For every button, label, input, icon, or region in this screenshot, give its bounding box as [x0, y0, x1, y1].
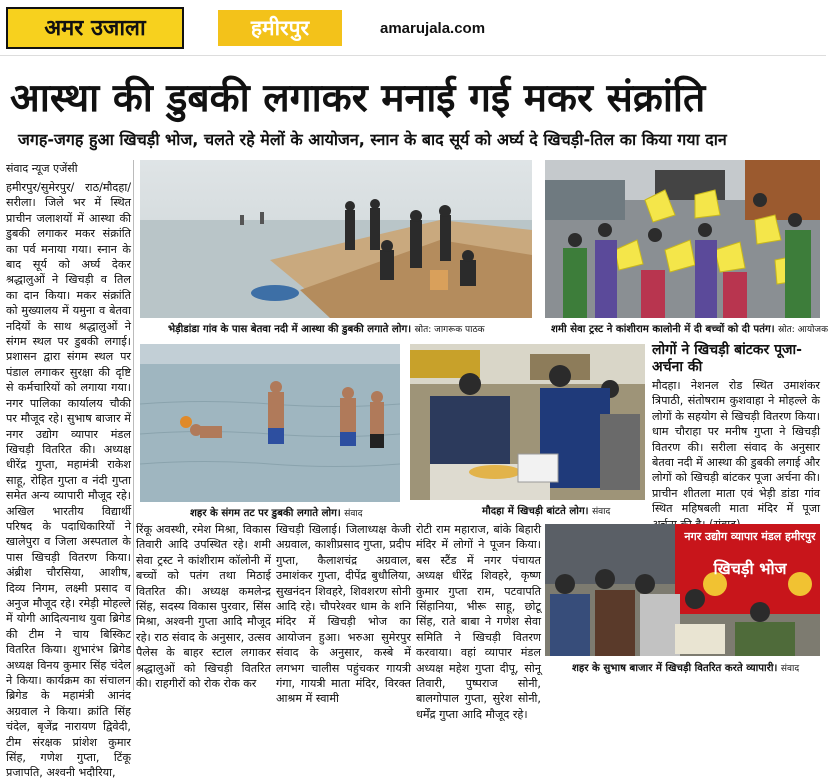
- article-column-2: रिंकू अवस्थी, रमेश मिश्रा, विकास तिवारी आदि उपस्थित रहे। शमी सेवा ट्रस्ट ने कांशीराम कॉलोनी में बच्चों को पतंग तथा मिठाई वितरित की। अध्यक्ष कमलेन्द्र सिंह, सदस्य विकास पुरवार, सिंस मिश्रा, अश्वनी गुप्ता आदि मौजूद रहे। राठ संवाद के अनुसार, उत्सव पैलेस के बाहर स्टाल लगाकर श्रद्धालुओं को खिचड़ी वितरित की। राहगीरों को रोक रोक कर: [136, 523, 271, 691]
- market-banner-top-text: नगर उद्योग व्यापार मंडल हमीरपुर: [684, 530, 816, 543]
- sidebox-title: लोगों ने खिचड़ी बांटकर पूजा-अर्चना की: [652, 342, 802, 375]
- photo-river-bathing: [140, 160, 532, 318]
- caption-market-khichdi-text: शहर के सुभाष बाजार में खिचड़ी वितरित करते व्यापारी।: [572, 663, 778, 674]
- caption-children-kites-credit: स्रोत: आयोजक: [778, 325, 828, 335]
- caption-market-khichdi-credit: संवाद: [780, 664, 800, 674]
- sidebox-text: मौदहा। नेशनल रोड स्थित उमाशंकर त्रिपाठी, संतोषराम कुशवाहा ने मोहल्ले के लोगों के सहयोग से खिचड़ी वितरण किया। धाम चौराहा पर मनीष गुप्ता ने खिचड़ी वितरण की। सरीला संवाद के अनुसार बेतवा नदी में आस्था की डुबकी लगाई और लोगों को खिचड़ी बांटकर पूजा अर्चना की। प्राचीन शीतला माता एवं भेड़ी डांडा गांव स्थित महिषबली माता मंदिर में पूजा: [652, 379, 820, 516]
- caption-maudaha-khichdi: [482, 503, 645, 517]
- article-column-1: हमीरपुर/सुमेरपुर/ राठ/मौदहा/सरीला। जिले भर में स्थित प्राचीन जलाशयों में आस्था की डुबकी लगाकर मकर संक्रांति का पर्व मनाया गया। स्नान के बाद सूर्य को अर्घ्य देकर श्रद्धालुओं ने खिचड़ी व तिल का दान किया। मकर संक्रांति को मुख्यालय में यमुना व बेतवा नदियों के साथ श्रद्धालुओं ने संगम स्थल पर डुबकी लगाई। प्रशासन द्वारा संगम स्थल पर पंडाल लगाकर सुरक्षा की दृष्टि से कर्मचारियों को लगाया गया। नगर पालिका कार्यालय चौकी पर मौजूद रहे। सुभाष बाजार में नगर उद्योग व्यापार मंडल खिचड़ी वितरित की। अध्यक्ष धीरेंद्र गुप्ता, महामंत्री राकेश साहू, रोहित गुप्ता व नंदी गुप्ता समेत अन्य व्यापारी मौजूद रहे। अखिल भारतीय विद्यार्थी परिषद के पदाधिकारियों ने खालेपुरा व जिला अस्पताल के पास खिचड़ी वितरण किया। अंब्रीश चौरसिया, आशीष, दिव्य निगम, लक्ष्मी प्रसाद व अनुज मौजूद रहे। रमेड़ी मोहल्ले में योगी आदित्यनाथ युवा ब्रिगेड की टीम ने चाय बिस्किट वितरित किया। शुभारंभ ब्रिगेड अध्यक्ष विनय कुमार सिंह चंदेल ने किया। कार्यक्रम का संचालन ब्रिगेड के महामंत्री आनंद अग्रवाल ने किया। क्रांति सिंह चंदेल, बृजेंद्र नारायण द्विवेदी, टीम संरक्षक प्रांशेश कुमार सिंह, गणेश गुप्ता, टिंकू प्रजापति, अश्वनी भदौरिया,: [6, 181, 131, 780]
- caption-maudaha-khichdi-credit: संवाद: [592, 507, 611, 517]
- newspaper-logo: अमर उजाला: [6, 7, 184, 49]
- site-url: [380, 20, 485, 37]
- caption-children-kites: [551, 321, 828, 335]
- photo-market-khichdi: [545, 524, 820, 656]
- article-column-4: रोटी राम महाराज, बांके बिहारी मंदिर में लोगों ने पूजन किया। बस स्टैंड में नगर पंचायत अध्यक्ष धीरेंद्र शिवहरे, कृष्ण कुमार गुप्ता राम, पटवापति सिंहानिया, भीरू साहू, छोटू सिंह, राते बाबा ने गणेश सेवा समिति ने खिचड़ी वितरण करवाया। वहां व्यापार मंडल अध्यक्ष महेश गुप्ता दीपू, सोनू तिवारी, पुष्पराज सोनी, बालगोपाल गुप्ता, सुरेश सोनी, धर्मेंद्र गुप्ता आदि मौजूद रहे।: [416, 523, 541, 721]
- caption-river-bathing-text: भेड़ीडांडा गांव के पास बेतवा नदी में आस्था की डुबकी लगाते लोग।: [168, 324, 412, 335]
- column-divider: [133, 160, 134, 690]
- edition-label: हमीरपुर: [218, 10, 342, 46]
- caption-sangam-bathing: [190, 505, 400, 519]
- photo-maudaha-khichdi: [410, 344, 645, 500]
- byline: संवाद न्यूज एजेंसी: [6, 162, 78, 175]
- subheadline: जगह-जगह हुआ खिचड़ी भोज, चलते रहे मेलों के आयोजन, स्नान के बाद सूर्य को अर्घ्य दे खिचड़ी-तिल का किया गया दान: [18, 130, 727, 149]
- photo-sangam-bathing-image: [140, 344, 400, 502]
- photo-river-bathing-image: [140, 160, 532, 318]
- photo-market-khichdi-image: [545, 524, 820, 656]
- site-name: amarujala: [380, 20, 451, 37]
- caption-sangam-bathing-credit: संवाद: [344, 509, 363, 519]
- caption-river-bathing: [168, 321, 532, 335]
- photo-children-kites: [545, 160, 820, 318]
- caption-children-kites-text: शमी सेवा ट्रस्ट ने कांशीराम कालोनी में दी बच्चों को दी पतंग।: [551, 324, 775, 335]
- caption-maudaha-khichdi-text: मौदहा में खिचड़ी बांटते लोग।: [482, 506, 589, 517]
- site-suffix: .com: [450, 20, 486, 37]
- masthead: [0, 0, 826, 56]
- caption-river-bathing-credit: स्रोत: जागरूक पाठक: [414, 325, 485, 335]
- caption-sangam-bathing-text: शहर के संगम तट पर डुबकी लगाते लोग।: [190, 508, 341, 519]
- caption-market-khichdi: [572, 660, 820, 674]
- photo-children-kites-image: [545, 160, 820, 318]
- market-banner-text: खिचड़ी भोज: [713, 559, 787, 578]
- headline: आस्था की डुबकी लगाकर मनाई गई मकर संक्रांति: [10, 75, 706, 121]
- photo-maudaha-khichdi-image: [410, 344, 645, 500]
- photo-sangam-bathing: [140, 344, 400, 502]
- article-column-3: खिचड़ी खिलाई। जिलाध्यक्ष केजी अग्रवाल, काशीप्रसाद गुप्ता, प्रदीप गुप्ता, कैलाशचंद्र अग्रवाल, उमाशंकर गुप्ता, दीपेंद्र बुधौलिया, सुखनंदन शिवहरे, शिवशरण सोनी आदि रहे। चौपरेश्वर धाम के शनि मंदिर में खिचड़ी भोज का आयोजन हुआ। भरुआ सुमेरपुर संवाद के अनुसार, कस्बे में लगभग चालीस पहुंचकर गायत्री गंगा, गायत्री माता मंदिर, विरक्त आश्रम में स्वामी: [276, 523, 411, 706]
